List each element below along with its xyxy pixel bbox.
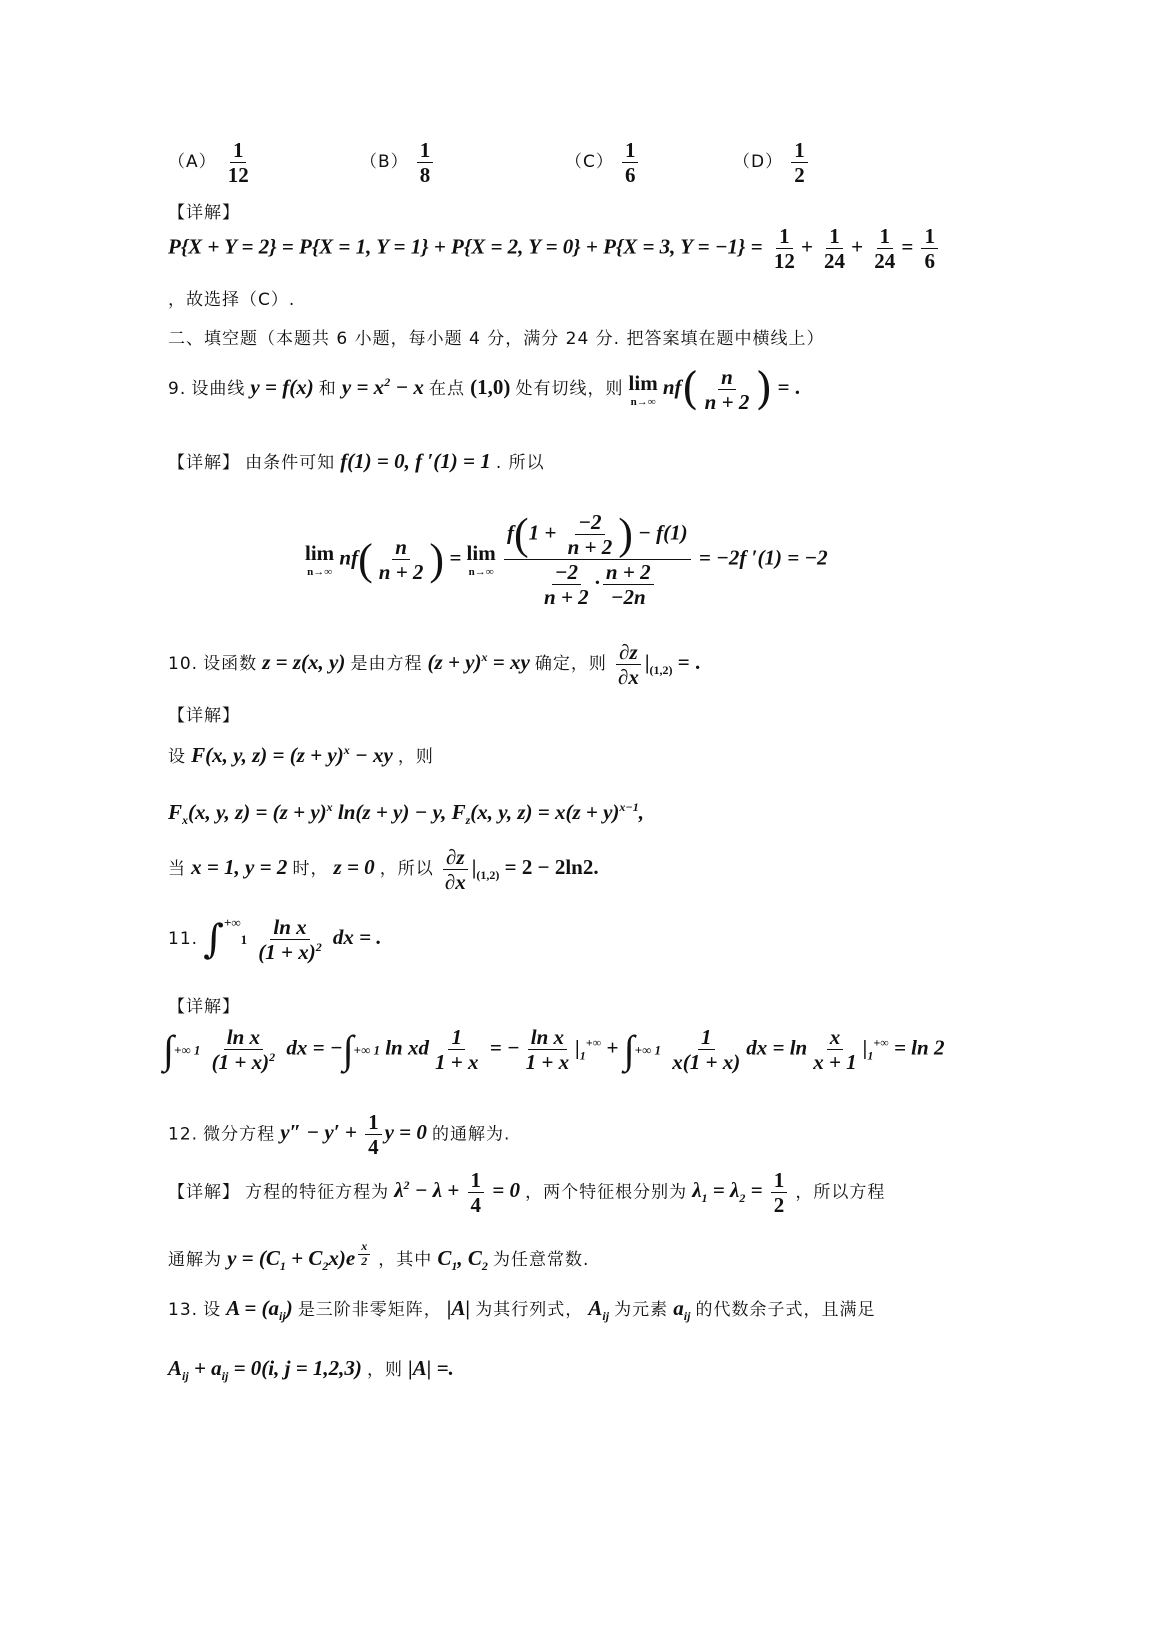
choice-b: [360, 138, 436, 187]
choice-d: [733, 138, 811, 187]
question-number: 13.: [168, 1300, 199, 1320]
q8-conclusion: ，故选择（C）.: [168, 290, 296, 310]
question-number: 9.: [168, 379, 187, 400]
q11-derivation: ∫+∞ 1 $\frac{\text{ln x}}{(1 + x)^2}$ dx = −∫+∞ 1 ln xd $\frac{1}{1 + x}$ = − $\frac{\text{ln x}}{1 + x}$ $|_1^{+\infty}$ + ∫+∞ 1 $\frac{1}{x(1 + x)}$ dx = ln $\frac{x}{x + 1}$ $|_1^{+\infty} = \ln 2$: [163, 1025, 945, 1075]
q10-partials: $F_x(x$, y, $z) = (z + y)^x$ ln(z + y) − y, $F_z(x$, y, $z) = x(z + y)^{x-1}$,: [168, 800, 644, 828]
question-10: 10. 设函数 z = z(x, y) 是由方程 $(z + y)^x$ = xy 确定，则 $\frac{\partial z}{\partial x}$ $|_{(1,2)}$ = .: [168, 640, 701, 690]
choice-b-label: （B）: [360, 152, 409, 173]
choice-a: [168, 138, 255, 187]
question-number: 11.: [168, 929, 199, 950]
q10-result: 当 x = 1, y = 2 时， z = 0 ，所以 $\frac{\partial z}{\partial x}$ $|_{(1,2)} = 2 - 2\ln 2$.: [168, 845, 599, 895]
choice-a-numerator: 1: [230, 138, 247, 163]
detail-label-q10: 【详解】: [168, 706, 240, 726]
q13-condition: $A_{ij} + a_{ij} = 0(i$, j = 1,2,3) ，则 |A| =.: [168, 1356, 454, 1384]
choice-c-label: （C）: [565, 152, 614, 173]
detail-label-q8: 【详解】: [168, 203, 240, 223]
choice-c-numerator: 1: [622, 138, 639, 163]
choice-d-numerator: 1: [791, 138, 808, 163]
question-11: 11. ∫+∞1 $\frac{\text{ln x}}{(1 + x)^2}$ dx = .: [168, 915, 382, 965]
choice-c: [565, 138, 641, 187]
section-heading: 二、填空题（本题共 6 小题，每小题 4 分，满分 24 分. 把答案填在题中横线上）: [168, 329, 825, 349]
q10-define-F: 设 F(x, y, $z) = (z + y)^x$ − xy ，则: [168, 743, 434, 767]
choice-a-label: （A）: [168, 152, 217, 173]
q12-detail: 【详解】 方程的特征方程为 $\lambda^2 - \lambda$ + $\frac{1}{4}$ = 0 ，两个特征根分别为 $\lambda_1 = \lambda_2$ = $\frac{1}{2}$ ，所以方程: [168, 1168, 886, 1218]
q9-limit-derivation: lim n→∞ nf( $\frac{n}{n + 2}$ ) = lim n→∞ f(1 + $\frac{-2}{n + 2}$ ) − f(1) $\frac{-2}{n + 2}$ · $\frac{n + 2}{-2n}$ = −2f ′(1) = −2: [305, 509, 828, 610]
choice-b-denominator: 8: [419, 163, 431, 188]
q9-detail: 【详解】 由条件可知 f(1) = 0, f ′(1) = 1 . 所以: [168, 449, 545, 473]
question-number: 12.: [168, 1124, 199, 1145]
q12-solution: 通解为 $y = (C_1 + C_2x)e$ $^{\frac{x}{2}}$ ，其中 $C_1$, $C_2$ 为任意常数.: [168, 1239, 590, 1274]
question-9: 9. 设曲线 y = f(x) 和 $y = x^2 - x$ 在点 (1,0) 处有切线，则 lim n→∞ nf( $\frac{n}{n + 2}$ ) = .: [168, 363, 801, 415]
choice-c-denominator: 6: [624, 163, 636, 188]
detail-label-q11: 【详解】: [168, 997, 240, 1017]
question-13: 13. 设 $A = (a_{ij})$ 是三阶非零矩阵， |A| 为其行列式， $A_{ij}$ 为元素 $a_{ij}$ 的代数余子式，且满足: [168, 1296, 876, 1324]
choice-b-numerator: 1: [417, 138, 434, 163]
choice-a-denominator: 12: [227, 163, 249, 188]
question-number: 10.: [168, 654, 199, 675]
question-12: 12. 微分方程 y″ − y′ + $\frac{1}{4}$ y = 0 的通解为.: [168, 1110, 511, 1160]
choice-d-denominator: 2: [794, 163, 805, 188]
choice-d-label: （D）: [733, 152, 784, 173]
q8-probability-equation: P{X + Y = 2} = P{X = 1, Y = 1} + P{X = 2, Y = 0} + P{X = 3, Y = −1} = $\frac{1}{12}$ + $\frac{1}{24}$ + $\frac{1}{24}$ = $\frac{1}{6}$: [168, 224, 941, 273]
